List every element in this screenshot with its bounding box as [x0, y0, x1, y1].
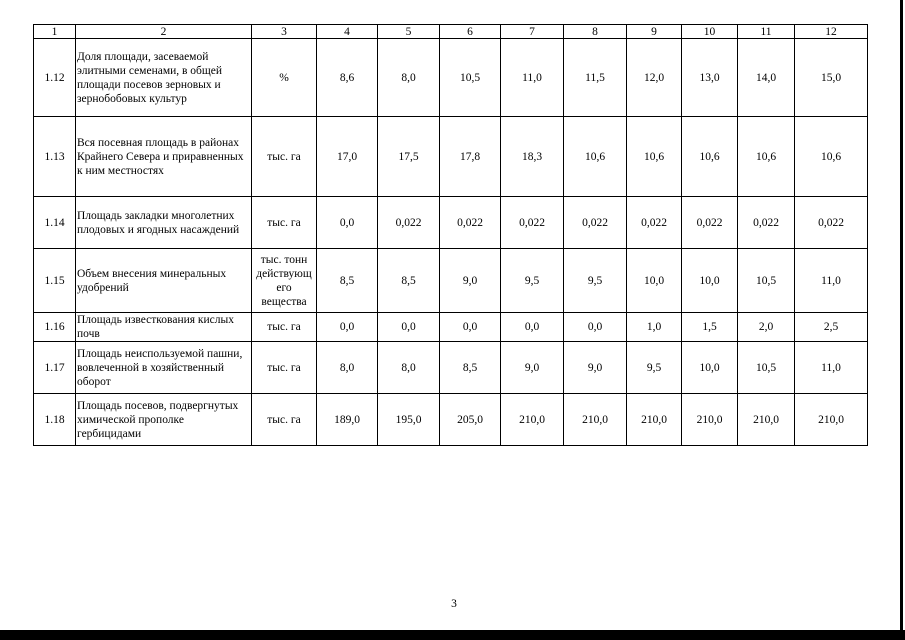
value-cell: 14,0 — [738, 39, 795, 117]
indicator-name: Площадь известкования кислых почв — [76, 313, 252, 342]
value-cell: 0,0 — [564, 313, 627, 342]
value-cell: 15,0 — [795, 39, 868, 117]
value-cell: 10,6 — [627, 117, 682, 197]
column-number: 1 — [34, 25, 76, 39]
value-cell: 0,022 — [501, 197, 564, 249]
table-header-row — [34, 25, 868, 39]
table-row — [34, 249, 868, 313]
row-number: 1.12 — [34, 39, 76, 117]
value-cell: 0,022 — [564, 197, 627, 249]
unit-cell: тыс. тонн действующ его вещества — [252, 249, 317, 313]
page-border-right — [900, 0, 903, 632]
value-cell: 210,0 — [682, 394, 738, 446]
column-number: 11 — [738, 25, 795, 39]
column-number: 7 — [501, 25, 564, 39]
value-cell: 8,0 — [378, 342, 440, 394]
value-cell: 17,8 — [440, 117, 501, 197]
value-cell: 11,0 — [795, 249, 868, 313]
value-cell: 9,0 — [440, 249, 501, 313]
unit-cell: тыс. га — [252, 313, 317, 342]
value-cell: 195,0 — [378, 394, 440, 446]
unit-cell: тыс. га — [252, 197, 317, 249]
value-cell: 12,0 — [627, 39, 682, 117]
value-cell: 8,5 — [440, 342, 501, 394]
value-cell: 10,6 — [795, 117, 868, 197]
value-cell: 0,022 — [378, 197, 440, 249]
value-cell: 205,0 — [440, 394, 501, 446]
value-cell: 9,0 — [501, 342, 564, 394]
value-cell: 1,5 — [682, 313, 738, 342]
indicators-table — [33, 24, 868, 446]
value-cell: 0,022 — [627, 197, 682, 249]
table-row — [34, 117, 868, 197]
unit-cell: % — [252, 39, 317, 117]
value-cell: 2,5 — [795, 313, 868, 342]
value-cell: 189,0 — [317, 394, 378, 446]
value-cell: 0,022 — [682, 197, 738, 249]
value-cell: 18,3 — [501, 117, 564, 197]
unit-cell: тыс. га — [252, 117, 317, 197]
value-cell: 10,5 — [738, 342, 795, 394]
row-number: 1.14 — [34, 197, 76, 249]
page-number: 3 — [451, 598, 457, 610]
value-cell: 0,022 — [738, 197, 795, 249]
indicator-name: Площадь посевов, подвергнутых химической прополке гербицидами — [76, 394, 252, 446]
table-row — [34, 394, 868, 446]
value-cell: 0,0 — [501, 313, 564, 342]
table-row — [34, 313, 868, 342]
value-cell: 8,5 — [378, 249, 440, 313]
value-cell: 0,0 — [378, 313, 440, 342]
indicator-name: Площадь закладки многолетних плодовых и ягодных насаждений — [76, 197, 252, 249]
column-number: 3 — [252, 25, 317, 39]
column-number: 5 — [378, 25, 440, 39]
value-cell: 0,022 — [795, 197, 868, 249]
value-cell: 210,0 — [738, 394, 795, 446]
unit-cell: тыс. га — [252, 394, 317, 446]
value-cell: 210,0 — [564, 394, 627, 446]
page-border-bottom — [0, 630, 905, 640]
row-number: 1.18 — [34, 394, 76, 446]
column-number: 2 — [76, 25, 252, 39]
value-cell: 10,0 — [627, 249, 682, 313]
value-cell: 10,0 — [682, 249, 738, 313]
table-row — [34, 39, 868, 117]
value-cell: 10,6 — [564, 117, 627, 197]
value-cell: 8,6 — [317, 39, 378, 117]
value-cell: 9,5 — [627, 342, 682, 394]
value-cell: 1,0 — [627, 313, 682, 342]
indicator-name: Объем внесения минеральных удобрений — [76, 249, 252, 313]
column-number: 4 — [317, 25, 378, 39]
value-cell: 10,5 — [440, 39, 501, 117]
value-cell: 210,0 — [501, 394, 564, 446]
value-cell: 17,0 — [317, 117, 378, 197]
value-cell: 0,0 — [317, 313, 378, 342]
value-cell: 210,0 — [627, 394, 682, 446]
value-cell: 8,0 — [378, 39, 440, 117]
value-cell: 11,0 — [795, 342, 868, 394]
value-cell: 11,5 — [564, 39, 627, 117]
value-cell: 10,6 — [682, 117, 738, 197]
column-number: 12 — [795, 25, 868, 39]
value-cell: 9,0 — [564, 342, 627, 394]
column-number: 6 — [440, 25, 501, 39]
value-cell: 10,5 — [738, 249, 795, 313]
row-number: 1.17 — [34, 342, 76, 394]
indicator-name: Площадь неиспользуемой пашни, вовлеченной в хозяйственный оборот — [76, 342, 252, 394]
value-cell: 9,5 — [564, 249, 627, 313]
unit-cell: тыс. га — [252, 342, 317, 394]
value-cell: 210,0 — [795, 394, 868, 446]
value-cell: 17,5 — [378, 117, 440, 197]
value-cell: 0,0 — [440, 313, 501, 342]
indicator-name: Вся посевная площадь в районах Крайнего Севера и приравненных к ним местностях — [76, 117, 252, 197]
row-number: 1.15 — [34, 249, 76, 313]
column-number: 10 — [682, 25, 738, 39]
row-number: 1.16 — [34, 313, 76, 342]
table-row — [34, 342, 868, 394]
value-cell: 9,5 — [501, 249, 564, 313]
value-cell: 11,0 — [501, 39, 564, 117]
table-row — [34, 197, 868, 249]
value-cell: 2,0 — [738, 313, 795, 342]
column-number: 9 — [627, 25, 682, 39]
value-cell: 0,022 — [440, 197, 501, 249]
value-cell: 8,5 — [317, 249, 378, 313]
indicator-name: Доля площади, засеваемой элитными семенами, в общей площади посевов зерновых и зернобобовых культур — [76, 39, 252, 117]
value-cell: 13,0 — [682, 39, 738, 117]
value-cell: 10,0 — [682, 342, 738, 394]
row-number: 1.13 — [34, 117, 76, 197]
column-number: 8 — [564, 25, 627, 39]
value-cell: 10,6 — [738, 117, 795, 197]
value-cell: 8,0 — [317, 342, 378, 394]
value-cell: 0,0 — [317, 197, 378, 249]
